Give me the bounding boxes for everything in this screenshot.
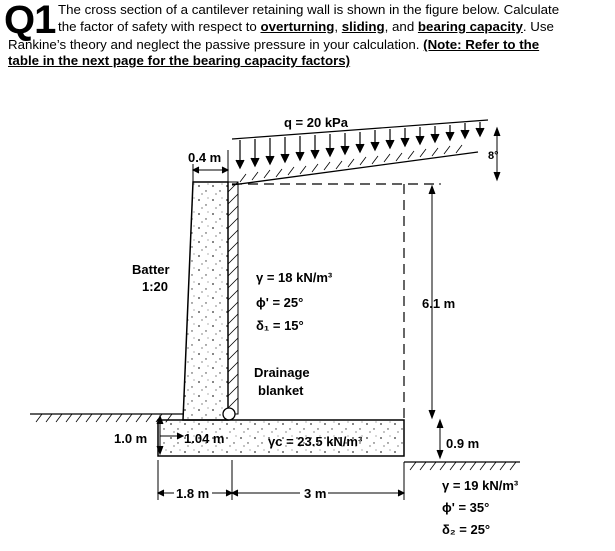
keyword-overturning: overturning xyxy=(260,19,335,34)
backfill-surface xyxy=(232,145,478,185)
concrete-unit-weight: γc = 23.5 kN/m³ xyxy=(268,434,363,449)
base-depth-label: 0.9 m xyxy=(446,436,480,451)
toe-length-label: 1.8 m xyxy=(176,486,210,501)
note-line-2: table in the next page for the bearing capacity factors) xyxy=(8,53,351,68)
question-text: . Use xyxy=(522,19,554,34)
question-text: Rankine’s theory and neglect the passive pressure in your calculation. xyxy=(8,37,424,52)
backfill-unit-weight: γ = 18 kN/m³ xyxy=(256,270,333,285)
embedment-label: 1.0 m xyxy=(114,431,148,446)
drainage-label: Drainage xyxy=(254,365,310,380)
batter-label: Batter xyxy=(132,262,170,277)
backfill-friction-angle: ϕ' = 25° xyxy=(256,295,304,310)
question-text: the factor of safety with respect to xyxy=(58,19,261,34)
batter-ratio: 1:20 xyxy=(142,279,169,294)
keyword-bearing-capacity: bearing capacity xyxy=(417,19,523,34)
keyword-sliding: sliding xyxy=(341,19,385,34)
question-text: , xyxy=(334,19,342,34)
stem-height-label: 6.1 m xyxy=(422,296,456,311)
foundation-base-friction: δ₂ = 25° xyxy=(442,522,491,537)
base-thickness-label: 1.04 m xyxy=(184,431,225,446)
slope-angle-label: 8° xyxy=(488,150,499,162)
drainage-label-2: blanket xyxy=(258,383,304,398)
surcharge-load xyxy=(232,120,488,168)
question-line-1: The cross section of a cantilever retaining wall is shown in the figure below. Calculate xyxy=(58,2,560,17)
foundation-line xyxy=(404,462,520,470)
top-width-label: 0.4 m xyxy=(188,150,222,165)
foundation-unit-weight: γ = 19 kN/m³ xyxy=(442,478,519,493)
backfill-wall-friction: δ₁ = 15° xyxy=(256,318,304,333)
heel-length-label: 3 m xyxy=(304,486,327,501)
dim-base-thickness xyxy=(437,420,443,458)
question-number: Q1 xyxy=(4,0,56,42)
surcharge-label: q = 20 kPa xyxy=(284,115,348,130)
foundation-friction-angle: ϕ' = 35° xyxy=(442,500,490,515)
question-text: , and xyxy=(384,19,418,34)
wall-stem xyxy=(183,182,228,420)
note-text: (Note: Refer to the xyxy=(423,37,540,52)
